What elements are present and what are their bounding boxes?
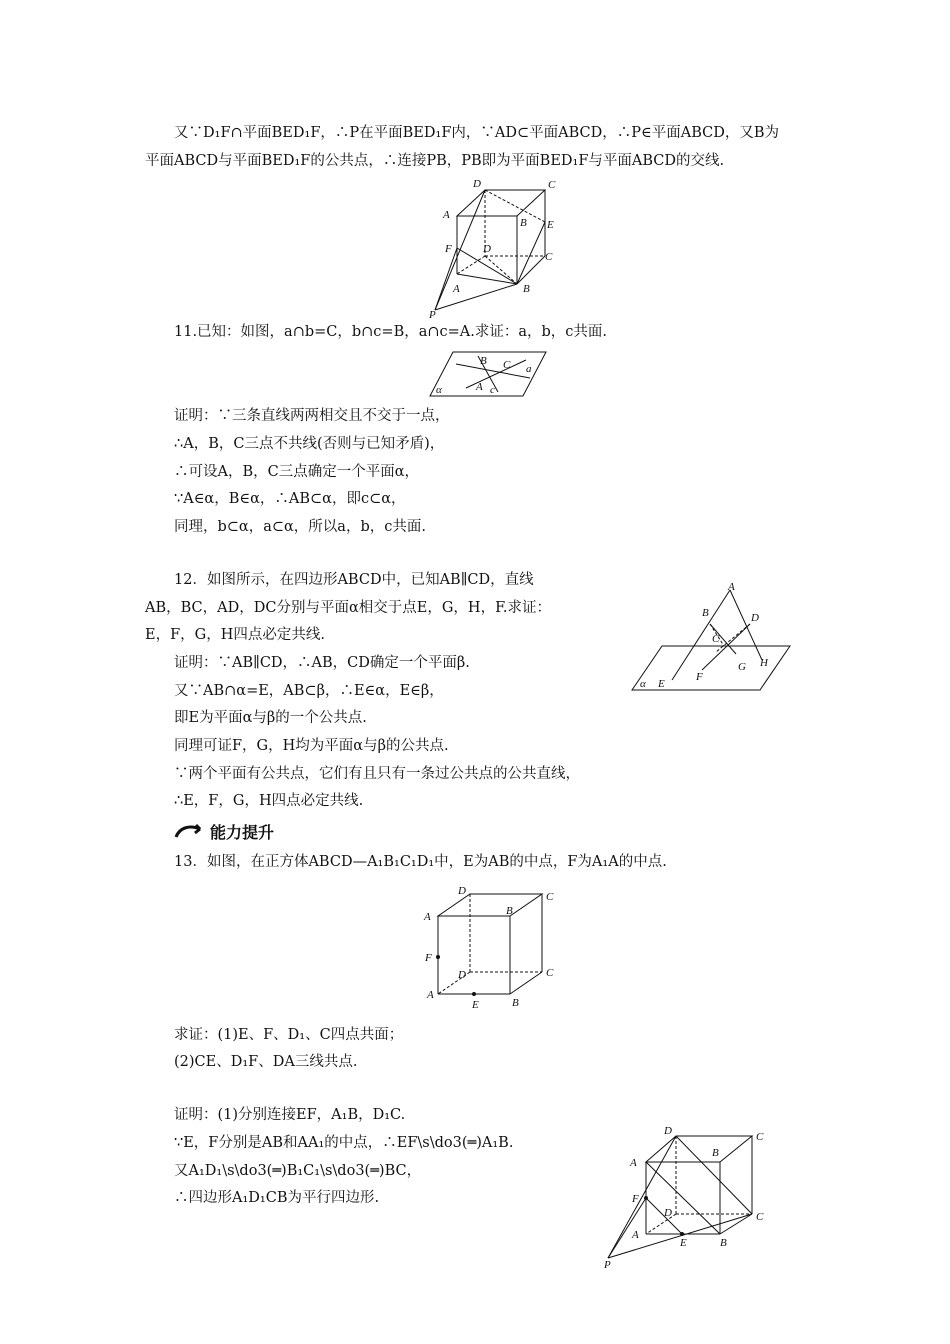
label-e: E [472,999,479,1011]
label-b: B [702,607,709,619]
text-line: 又A₁D₁\s\do3(═)B₁C₁\s\do3(═)BC， [174,1163,422,1179]
label-a1: A [443,209,450,221]
problem-13-title: 13．如图，在正方体ABCD—A₁B₁C₁D₁中，E为AB的中点，F为A₁A的中点. [174,854,667,870]
arrow-icon [174,823,204,841]
quadrilateral-plane-diagram [630,580,795,695]
cube-diagram-p [425,178,565,320]
label-a: A [427,989,434,1001]
label-c1: C [548,179,556,191]
label-b1: B [520,217,527,229]
text-line: 同理，b⊂α，a⊂α，所以a，b，c共面. [174,519,426,535]
label-a1: A [424,911,431,923]
label-c1: C [546,891,554,903]
label-p: P [604,1259,611,1271]
label-b: B [480,355,487,367]
label-p: P [429,309,436,320]
label-c: C [756,1211,764,1223]
label-f: F [425,952,432,964]
label-e: E [658,678,665,690]
label-a-line: a [526,363,532,375]
text-line: 又∵AB∩α=E，AB⊂β，∴E∈α，E∈β， [174,683,444,699]
label-f: F [445,243,452,255]
label-a: A [453,283,460,295]
banner-title: 能力提升 [210,823,275,842]
label-alpha: α [640,678,646,690]
text-line: E，F，G，H四点必定共线. [145,627,325,643]
label-c-line: c [490,384,495,396]
text-line: AB，BC，AD，DC分别与平面α相交于点E，G，H，F.求证： [145,600,551,616]
label-b: B [523,283,530,295]
label-a: A [632,1229,639,1241]
label-b: B [720,1237,727,1249]
section-banner [174,820,274,843]
label-d1: D [458,885,466,897]
text-line: (2)CE、D₁F、DA三线共点. [174,1054,358,1070]
plane-three-lines-diagram [428,348,548,398]
label-c: C [545,251,553,263]
label-a1: A [630,1157,637,1169]
text-line: ∴E，F，G，H四点必定共线. [174,793,364,809]
label-b1: B [506,905,513,917]
label-e: E [547,219,554,231]
label-a: A [728,581,735,593]
label-d: D [458,969,466,981]
label-c: C [712,633,720,645]
label-b: B [512,997,519,1009]
cube-diagram [422,884,562,1014]
label-e: E [680,1237,687,1249]
label-c: C [503,359,511,371]
text-line: 证明：∵AB∥CD，∴AB，CD确定一个平面β. [174,655,470,671]
label-c: C [546,967,554,979]
problem-12-title: 12．如图所示，在四边形ABCD中，已知AB∥CD，直线 [174,572,534,588]
text-line: 证明：∵三条直线两两相交且不交于一点， [174,408,450,424]
text-line: 又∵D₁F∩平面BED₁F，∴P在平面BED₁F内，∵AD⊂平面ABCD，∴P∈平面ABCD，又B为 [174,125,780,141]
label-f: F [632,1193,639,1205]
text-line: ∴可设A，B，C三点确定一个平面α， [174,464,420,480]
label-alpha: α [436,384,442,396]
label-b1: B [712,1147,719,1159]
text-line: ∴A，B，C三点不共线(否则与已知矛盾)， [174,436,445,452]
label-d: D [483,243,491,255]
text-line: 求证：(1)E、F、D₁、C四点共面； [174,1027,404,1043]
label-g: G [738,661,746,673]
label-d1: D [473,178,481,190]
text-line: 即E为平面α与β的一个公共点. [174,710,367,726]
text-line: 证明：(1)分别连接EF，A₁B，D₁C. [174,1107,406,1123]
text-line: 同理可证F，G，H均为平面α与β的公共点. [174,738,449,754]
label-d1: D [664,1125,672,1137]
label-d: D [751,612,759,624]
text-line: ∵A∈α，B∈α，∴AB⊂α，即c⊂α， [174,491,406,507]
text-line: ∵两个平面有公共点，它们有且只有一条过公共点的公共直线， [174,766,580,782]
label-a-point: A [476,381,483,393]
text-line: ∴四边形A₁D₁CB为平行四边形. [174,1190,380,1206]
label-f: F [696,671,703,683]
problem-11-title: 11.已知：如图，a∩b=C，b∩c=B，a∩c=A.求证：a，b，c共面. [174,324,608,340]
text-line: ∵E，F分别是AB和AA₁的中点，∴EF\s\do3(═)A₁B. [174,1135,514,1151]
label-h: H [760,657,768,669]
label-c1: C [756,1131,764,1143]
cube-diagram-proof [600,1122,780,1272]
label-d: D [664,1207,672,1219]
text-line: 平面ABCD与平面BED₁F的公共点，∴连接PB，PB即为平面BED₁F与平面ABCD的交线. [145,153,725,169]
